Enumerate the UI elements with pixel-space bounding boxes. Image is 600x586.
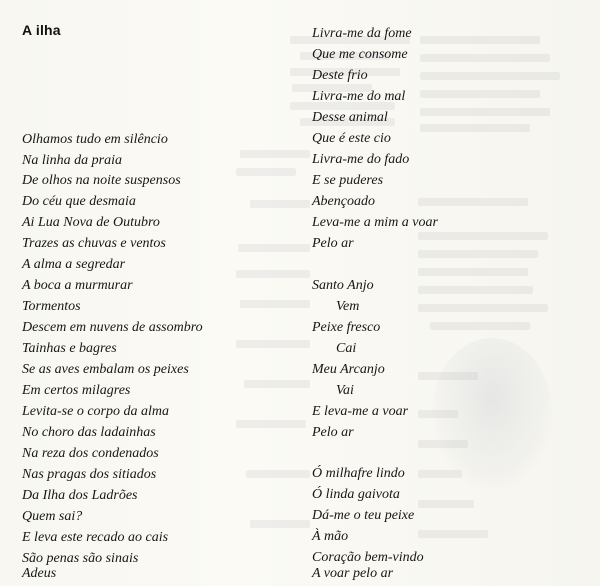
left-verse-line: No choro das ladainhas [22, 425, 156, 440]
left-verse-line: Na reza dos condenados [22, 446, 159, 461]
right-verse-line: Coração bem-vindo [312, 550, 424, 565]
right-verse-line: A voar pelo ar [312, 566, 394, 581]
right-verse-line: Desse animal [312, 110, 388, 125]
left-verse-line: A alma a segredar [22, 257, 126, 272]
right-verse-line: Livra-me do fado [312, 152, 410, 167]
right-verse-line: Que me consome [312, 47, 408, 62]
left-verse-line: Levita-se o corpo da alma [22, 404, 169, 419]
poem-title: A ilha [22, 22, 61, 38]
left-verse-line: Descem em nuvens de assombro [22, 320, 203, 335]
right-verse-line: Ó linda gaivota [312, 487, 400, 502]
show-through-figure [432, 338, 552, 488]
right-verse-line: Vem [336, 299, 360, 314]
right-verse-line: Peixe fresco [312, 320, 381, 335]
left-verse-line: São penas são sinais [22, 551, 139, 566]
right-verse-line: Cai [336, 341, 357, 356]
left-verse-line: Tainhas e bagres [22, 341, 117, 356]
left-verse-line: A boca a murmurar [22, 278, 133, 293]
left-verse-line: Trazes as chuvas e ventos [22, 236, 166, 251]
right-verse-line: Dá-me o teu peixe [312, 508, 415, 523]
left-verse-line: Olhamos tudo em silêncio [22, 132, 168, 147]
right-verse-line: Leva-me a mim a voar [312, 215, 438, 230]
left-verse-line: Do céu que desmaia [22, 194, 136, 209]
left-verse-line: Tormentos [22, 299, 81, 314]
left-verse-line: De olhos na noite suspensos [22, 173, 181, 188]
left-verse-line: Na linha da praia [22, 153, 122, 168]
right-verse-line: Livra-me da fome [312, 26, 412, 41]
left-verse-line: Em certos milagres [22, 383, 131, 398]
right-verse-line: Abençoado [312, 194, 375, 209]
left-verse-line: Da Ilha dos Ladrões [22, 488, 138, 503]
right-verse-line: Ó milhafre lindo [312, 466, 405, 481]
right-verse-line: Deste frio [312, 68, 368, 83]
right-verse-line: E se puderes [312, 173, 384, 188]
right-verse-line: À mão [312, 529, 349, 544]
left-verse-line: Se as aves embalam os peixes [22, 362, 189, 377]
right-verse-line: E leva-me a voar [312, 404, 409, 419]
left-verse-line: Ai Lua Nova de Outubro [22, 215, 160, 230]
right-verse-line: Pelo ar [312, 236, 354, 251]
left-verse-line: Adeus [22, 566, 57, 581]
right-verse-line: Vai [336, 383, 354, 398]
right-verse-line: Livra-me do mal [312, 89, 406, 104]
right-verse-line: Pelo ar [312, 425, 354, 440]
left-verse-line: E leva este recado ao cais [22, 530, 169, 545]
right-verse-line: Meu Arcanjo [312, 362, 385, 377]
right-verse-line: Que é este cio [312, 131, 391, 146]
right-verse-line: Santo Anjo [312, 278, 374, 293]
left-verse-line: Nas pragas dos sitiados [22, 467, 157, 482]
left-verse-line: Quem sai? [22, 509, 83, 524]
